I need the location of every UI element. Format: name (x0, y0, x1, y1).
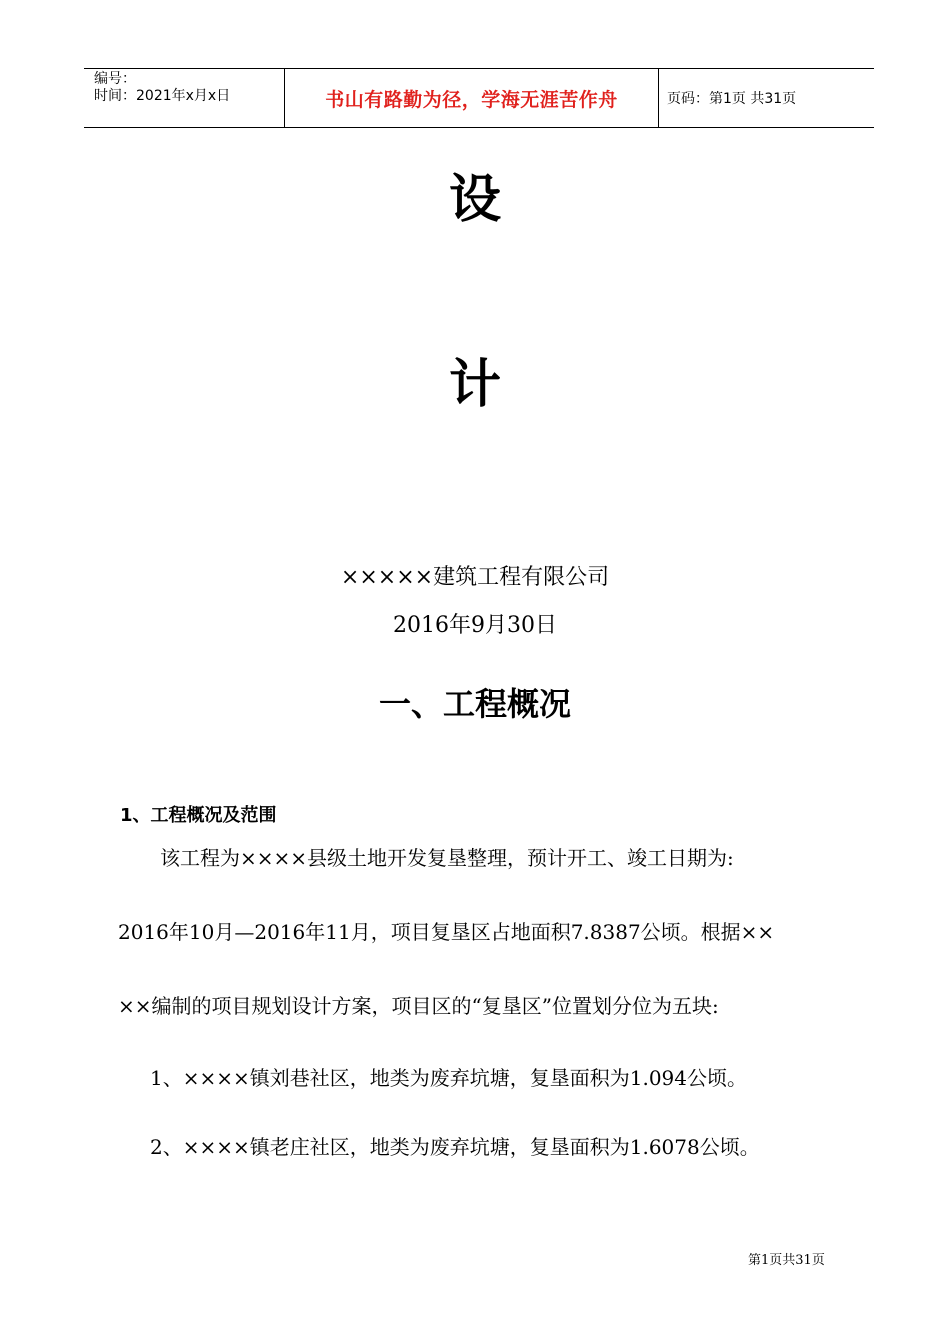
serial-number-label: 编号： (94, 71, 136, 87)
footer-page-number: 第1页共31页 (748, 1253, 825, 1268)
paragraph-line-2: 2016年10月—2016年11月，项目复垦区占地面积7.8387公顷。根据×× (118, 920, 775, 944)
cover-title-char-1: 设 (448, 170, 501, 230)
list-item-2: 2、××××镇老庄社区，地类为废弃坑塘，复垦面积为1.6078公顷。 (150, 1135, 760, 1159)
header-page-cell (659, 69, 874, 127)
paragraph-line-1: 该工程为××××县级土地开发复垦整理，预计开工、竣工日期为: (160, 846, 734, 870)
paragraph-line-3: ××编制的项目规划设计方案，项目区的“复垦区”位置划分位为五块: (118, 994, 719, 1018)
subsection-title: 1、工程概况及范围 (120, 805, 277, 826)
list-item-1: 1、××××镇刘巷社区，地类为废弃坑塘，复垦面积为1.094公顷。 (150, 1066, 748, 1090)
time-label: 时间：2021年x月x日 (94, 88, 231, 104)
section-title: 一、工程概况 (378, 685, 571, 723)
document-header (84, 68, 874, 128)
company-name: ×××××建筑工程有限公司 (340, 565, 610, 590)
cover-title-char-2: 计 (448, 355, 501, 415)
header-motto-cell (285, 69, 659, 127)
cover-date: 2016年9月30日 (393, 613, 557, 638)
header-page-info: 页码：第1页 共31页 (667, 91, 797, 107)
header-meta-cell (84, 69, 285, 127)
motto-text: 书山有路勤为径，学海无涯苦作舟 (325, 88, 618, 111)
